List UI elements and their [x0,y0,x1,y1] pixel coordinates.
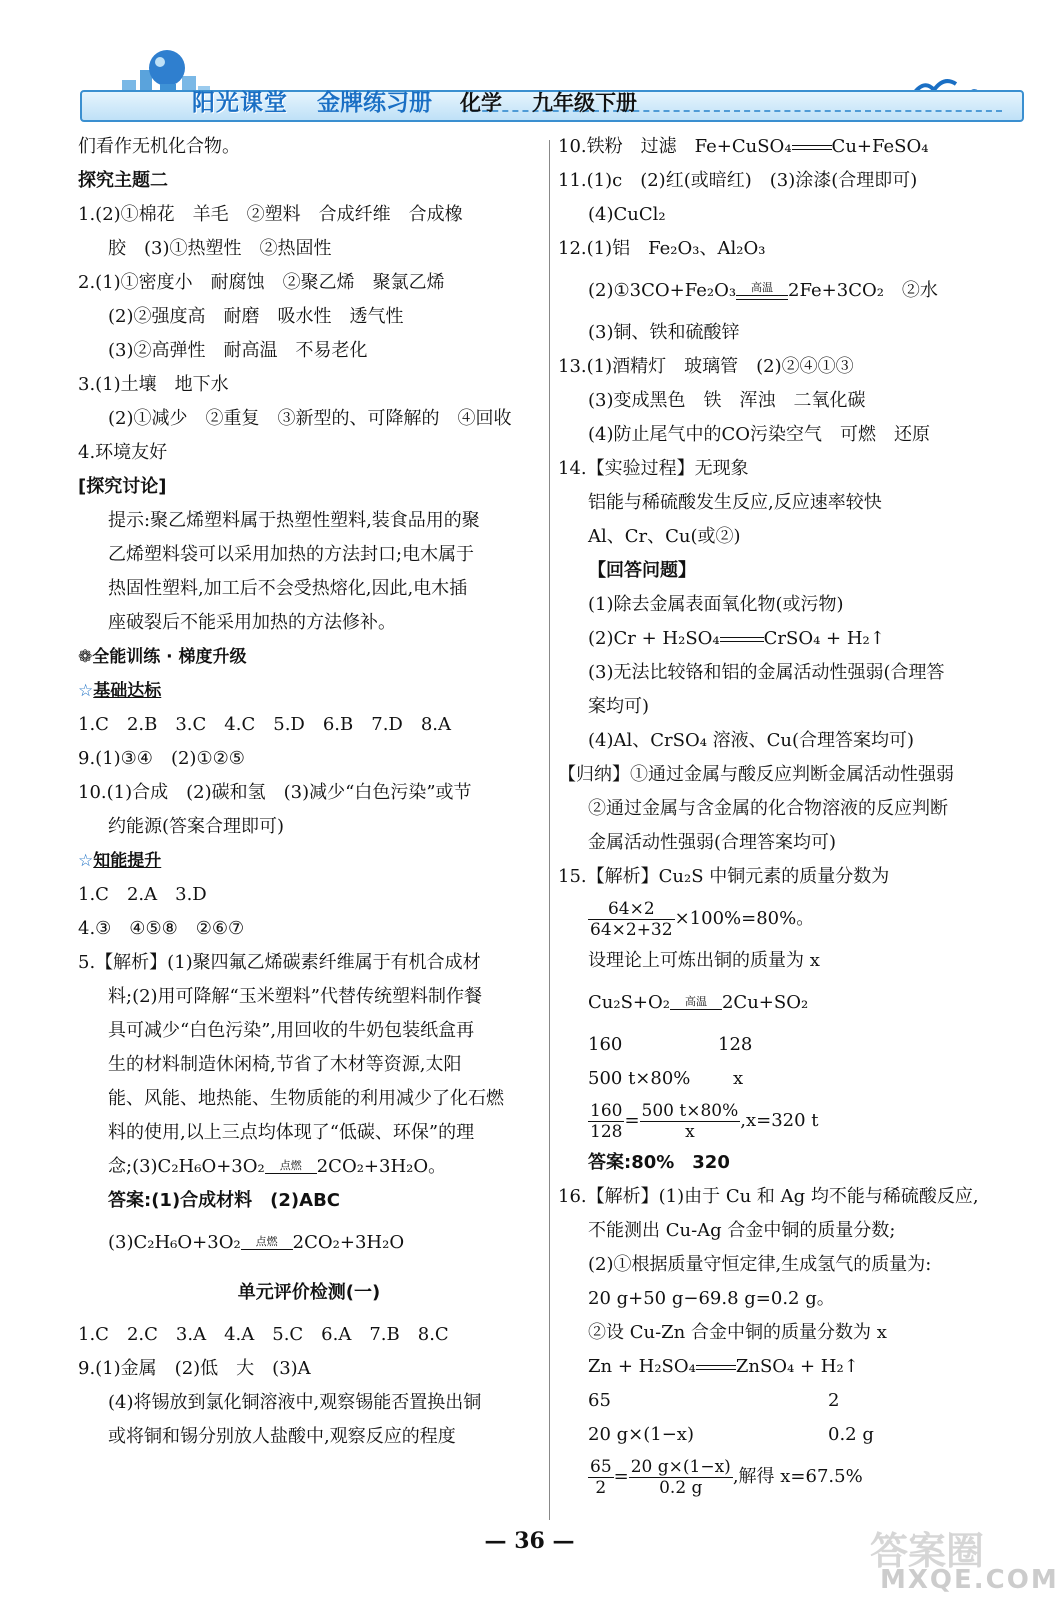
text-line: (4)CuCl₂ [588,204,666,225]
text-line: 20 g+50 g−69.8 g=0.2 g。 [588,1288,835,1309]
text-line: 约能源(答案合理即可) [108,816,285,837]
reaction-arrow: 点燃 [241,1236,293,1250]
stoich-row: 65 2 [588,1390,840,1411]
text-line: 1.(2)①棉花 羊毛 ②塑料 合成纤维 合成橡 [78,204,463,225]
grade-label: 九年级下册 [532,91,637,115]
text-line: 提示:聚乙烯塑料属于热塑性塑料,装食品用的聚 [108,510,480,531]
answer-line: 答案:(1)合成材料 (2)ABC [108,1190,341,1211]
fraction: $\frac{500 t\times 80\%}{x}$ [641,1100,739,1142]
equation-line: Zn + H₂SO₄ ZnSO₄ + H₂↑ [588,1356,859,1377]
text-line: 不能测出 Cu-Ag 合金中铜的质量分数; [588,1220,896,1241]
badge-icon: ❁ [78,647,93,667]
brand-series: 金牌练习册 [317,90,432,116]
text-line: 16.【解析】(1)由于 Cu 和 Ag 均不能与稀硫酸反应, [558,1186,979,1207]
text-line: (2)②强度高 耐磨 吸水性 透气性 [108,306,404,327]
column-divider [549,140,550,1520]
reaction-arrow: 高温 [736,282,788,300]
watermark-logo: 答案圈 [870,1529,985,1573]
text-line: 或将铜和锡分别放人盐酸中,观察反应的程度 [108,1426,456,1447]
text-line: 设理论上可炼出铜的质量为 x [588,950,820,971]
fraction: $\frac{64\times 2}{64\times 2+32}$ [590,898,673,940]
fraction-line: $\frac{64\times 2}{64\times 2+32}$ ×100%=80%。 [590,898,815,940]
text-line: (1)除去金属表面氧化物(或污物) [588,594,844,615]
text-line: 具可减少“白色污染”,用回收的牛奶包装纸盒再 [108,1020,475,1041]
text-line: 能、风能、地热能、生物质能的利用减少了化石燃 [108,1088,504,1109]
text-line: (4)防止尾气中的CO污染空气 可燃 还原 [588,424,931,445]
equation-line: (3)C₂H₆O+3O₂ 点燃 2CO₂+3H₂O [108,1232,405,1253]
text-line: 15.【解析】Cu₂S 中铜元素的质量分数为 [558,866,890,887]
text-line: 【归纳】①通过金属与酸反应判断金属活动性强弱 [558,764,954,785]
text-line: 1.C 2.B 3.C 4.C 5.D 6.B 7.D 8.A [78,714,452,735]
equation-line: (2)①3CO+Fe₂O₃ 高温 2Fe+3CO₂ ②水 [588,280,938,301]
text-line: 热固性塑料,加工后不会受热熔化,因此,电木插 [108,578,468,599]
page-number: — 36 — [484,1528,575,1554]
stoich-row: 20 g×(1−x) 0.2 g [588,1424,874,1445]
stoich-row: 500 t×80% x [588,1068,744,1089]
fraction-line: $\frac{160}{128}$ = $\frac{500 t\times 80\%}{x}$ ,x=320 t [590,1100,819,1142]
fraction: $\frac{20 g\times(1-x)}{0.2 g}$ [630,1456,731,1498]
fraction: $\frac{160}{128}$ [590,1100,623,1142]
fraction: $\frac{65}{2}$ [590,1456,612,1498]
text-line: (3)②高弹性 耐高温 不易老化 [108,340,368,361]
text-line: (4)Al、CrSO₄ 溶液、Cu(合理答案均可) [588,730,915,751]
text-line: 11.(1)c (2)红(或暗红) (3)涂漆(合理即可) [558,170,918,191]
equation-line: (2)Cr + H₂SO₄ CrSO₄ + H₂↑ [588,628,885,649]
subsection-heading: ☆知能提升 [78,851,162,871]
text-line: Al、Cr、Cu(或②) [588,526,741,547]
reaction-arrow: 点燃 [265,1160,317,1174]
equals-sign [696,1364,736,1370]
left-column [78,130,540,1454]
equals-sign [792,144,832,150]
text-line: (3)变成黑色 铁 浑浊 二氧化碳 [588,390,866,411]
text-line: 10.(1)合成 (2)碳和氢 (3)减少“白色污染”或节 [78,782,472,803]
text-line: 1.C 2.C 3.A 4.A 5.C 6.A 7.B 8.C [78,1324,449,1345]
text-line: 13.(1)酒精灯 玻璃管 (2)②④①③ [558,356,854,377]
section-heading: 【回答问题】 [588,560,696,581]
text-line: 胶 (3)①热塑性 ②热固性 [108,238,332,259]
section-heading: ❁全能训练 · 梯度升级 [78,647,247,667]
text-line: ②设 Cu-Zn 合金中铜的质量分数为 x [588,1322,887,1343]
unit-title: 单元评价检测(一) [237,1282,381,1303]
text-line: 9.(1)③④ (2)①②⑤ [78,748,245,769]
text-line: 1.C 2.A 3.D [78,884,207,905]
section-heading: 探究主题二 [78,170,168,191]
text-line: 4.③ ④⑤⑧ ②⑥⑦ [78,918,245,939]
text-line: (3)铜、铁和硫酸锌 [588,322,740,343]
text-line: 9.(1)金属 (2)低 大 (3)A [78,1358,311,1379]
text-line: 乙烯塑料袋可以采用加热的方法封口;电木属于 [108,544,475,565]
text-line: 们看作无机化合物。 [78,136,240,157]
equation-line: 10.铁粉 过滤 Fe+CuSO₄ Cu+FeSO₄ [558,136,929,157]
text-line: 3.(1)土壤 地下水 [78,374,229,395]
section-heading: [探究讨论] [78,476,167,497]
subject-label: 化学 [460,91,502,115]
fraction-line: $\frac{65}{2}$ = $\frac{20 g\times(1-x)}{0.2 g}$ ,解得 x=67.5% [590,1456,863,1498]
right-column [558,130,1028,1502]
equation-line: Cu₂S+O₂ 高温 2Cu+SO₂ [588,992,809,1013]
text-line: (2)①减少 ②重复 ③新型的、可降解的 ④回收 [108,408,512,429]
text-line: 5.【解析】(1)聚四氟乙烯碳素纤维属于有机合成材 [78,952,481,973]
page-header [72,40,1022,128]
text-line: 铝能与稀硫酸发生反应,反应速率较快 [588,492,882,513]
text-line: ②通过金属与含金属的化合物溶液的反应判断 [588,798,948,819]
text-line: 生的材料制造休闲椅,节省了木材等资源,太阳 [108,1054,462,1075]
text-line: 料;(2)用可降解“玉米塑料”代替传统塑料制作餐 [108,986,482,1007]
text-line: 案均可) [588,696,650,717]
text-line: (4)将锡放到氯化铜溶液中,观察锡能否置换出铜 [108,1392,482,1413]
text-line: (3)无法比较铬和铝的金属活动性强弱(合理答 [588,662,945,683]
text-line: 金属活动性强弱(合理答案均可) [588,832,837,853]
text-line: 4.环境友好 [78,442,168,463]
text-line: 料的使用,以上三点均体现了“低碳、环保”的理 [108,1122,475,1143]
text-line: 12.(1)铝 Fe₂O₃、Al₂O₃ [558,238,766,259]
star-icon: ☆ [78,851,94,871]
text-line: 座破裂后不能采用加热的方法修补。 [108,612,396,633]
text-line: (2)①根据质量守恒定律,生成氢气的质量为: [588,1254,932,1275]
reaction-arrow: 高温 [670,996,722,1010]
stoich-row: 160 128 [588,1034,753,1055]
brand-name: 阳光课堂 [192,90,288,116]
equation-line: 念;(3)C₂H₆O+3O₂ 点燃 2CO₂+3H₂O。 [108,1156,447,1177]
answer-line: 答案:80% 320 [588,1152,730,1173]
equals-sign [720,636,764,642]
text-line: 2.(1)①密度小 耐腐蚀 ②聚乙烯 聚氯乙烯 [78,272,445,293]
watermark-url: MXQE.COM [880,1565,1059,1595]
subsection-heading: ☆基础达标 [78,681,162,701]
text-line: 14.【实验过程】无现象 [558,458,749,479]
star-icon: ☆ [78,681,94,701]
